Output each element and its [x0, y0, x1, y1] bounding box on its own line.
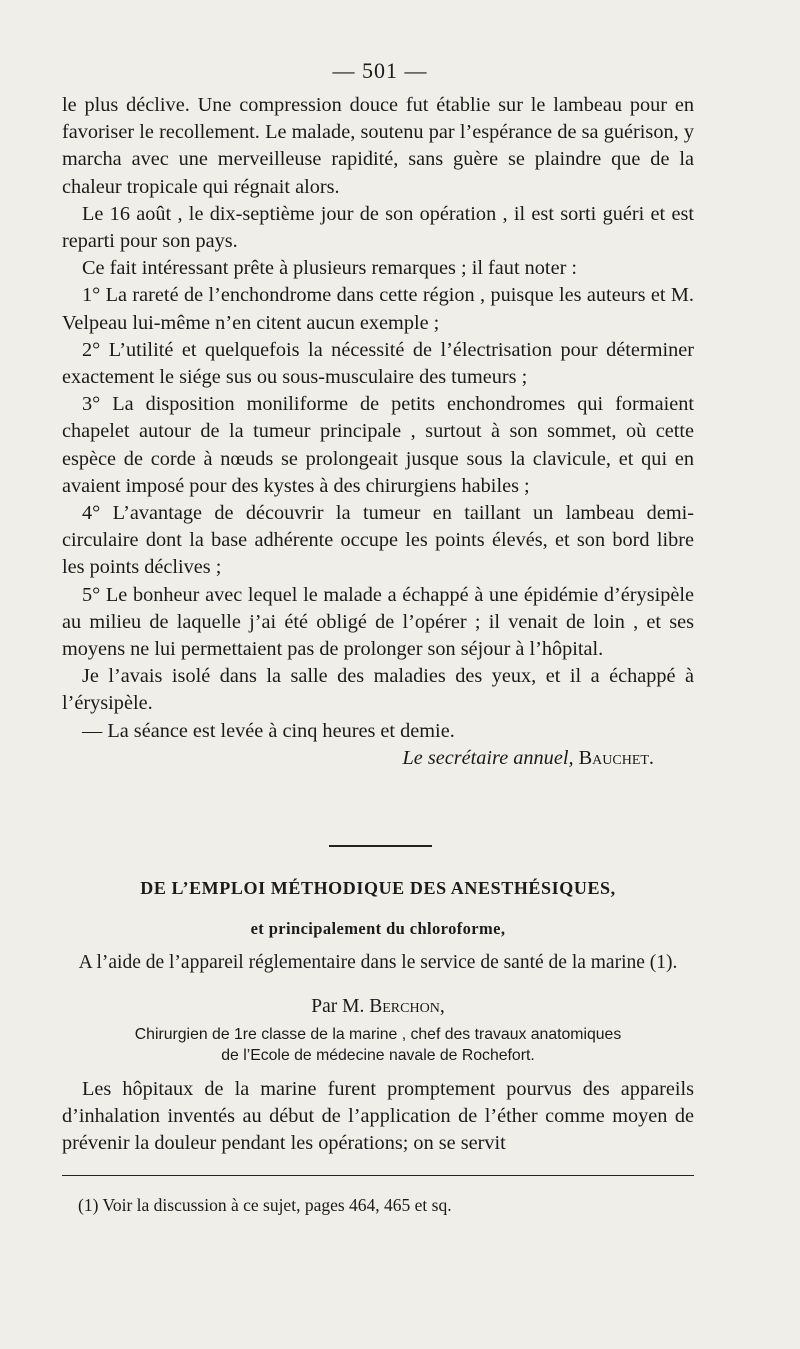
list-item: 1° La rareté de l’enchondrome dans cette région , puisque les auteurs et M. Velpeau lui-même n’en citent aucun exemple ;: [62, 284, 694, 334]
author-name: Berchon,: [369, 996, 445, 1017]
signature-name: Bauchet.: [578, 746, 654, 769]
list-item: 5° Le bonheur avec lequel le malade a échappé à une épidémie d’érysipèle au milieu de laquelle j’ai été obligé de l’opérer ; il venait de loin , et ses moyens ne lui permettaient pas de prolonger son séjour à l’hôpital.: [62, 583, 694, 661]
footnote: (1) Voir la discussion à ce sujet, pages 464, 465 et sq.: [78, 1195, 452, 1215]
author-line: [62, 994, 694, 1020]
section-divider: [329, 845, 432, 847]
list-item: 2° L’utilité et quelquefois la nécessité de l’électrisation pour déterminer exactement le siége sus ou sous-musculaire des tumeurs ;: [62, 338, 694, 389]
paragraph: Ce fait intéressant prête à plusieurs remarques ; il faut noter :: [82, 257, 578, 280]
author-prefix: Par M.: [311, 996, 370, 1017]
footnote-divider: [62, 1175, 694, 1176]
paragraph: Les hôpitaux de la marine furent promptement pourvus des appareils d’inhalation inventés au début de l’application de l’éther comme moyen de prévenir la douleur pendant les opérations; on se servit: [62, 1078, 694, 1154]
article-subtitle: et principalement du chloroforme,: [250, 919, 506, 938]
body-text: [62, 92, 694, 772]
paragraph: le plus déclive. Une compression douce fut établie sur le lambeau pour en favoriser le recollement. Le malade, soutenu par l’espérance de sa guérison, y marcha avec une merveilleuse rapidité, sans guère se plaindre que de la chaleur tropicale qui régnait alors.: [62, 94, 694, 198]
signature: [62, 745, 694, 772]
paragraph: Je l’avais isolé dans la salle des maladies des yeux, et il a échappé à l’érysipèle.: [62, 665, 694, 715]
closing-line: — La séance est levée à cinq heures et demie.: [82, 719, 455, 742]
affiliation-line-1: Chirurgien de 1re classe de la marine , chef des travaux anatomiques: [134, 1026, 622, 1043]
list-item: 3° La disposition moniliforme de petits enchondromes qui formaient chapelet autour de la tumeur principale , surtout à son sommet, où cette espèce de corde à nœuds se prolongeait jusque sous la clavicule, et qui en avaient imposé pour des kystes à des chirurgiens habiles ;: [62, 393, 694, 497]
article-title: DE L’EMPLOI MÉTHODIQUE DES ANESTHÉSIQUES,: [140, 878, 616, 898]
signature-role: Le secrétaire annuel,: [402, 746, 574, 769]
author-affiliation: [62, 1024, 694, 1066]
list-item: 4° L’avantage de découvrir la tumeur en taillant un lambeau demi-circulaire dont la base adhérente occupe les points élevés, et son bord libre les points déclives ;: [62, 502, 694, 579]
article-header: [62, 876, 694, 1066]
affiliation-line-2: de l’Ecole de médecine navale de Rochefort.: [221, 1047, 535, 1064]
article-intro: [62, 1076, 694, 1157]
page-number: — 501 —: [332, 58, 428, 83]
paragraph: Le 16 août , le dix-septième jour de son opération , il est sorti guéri et est reparti pour son pays.: [62, 202, 694, 253]
article-apparatus-line: A l’aide de l’appareil réglementaire dans le service de santé de la marine (1).: [78, 952, 678, 973]
